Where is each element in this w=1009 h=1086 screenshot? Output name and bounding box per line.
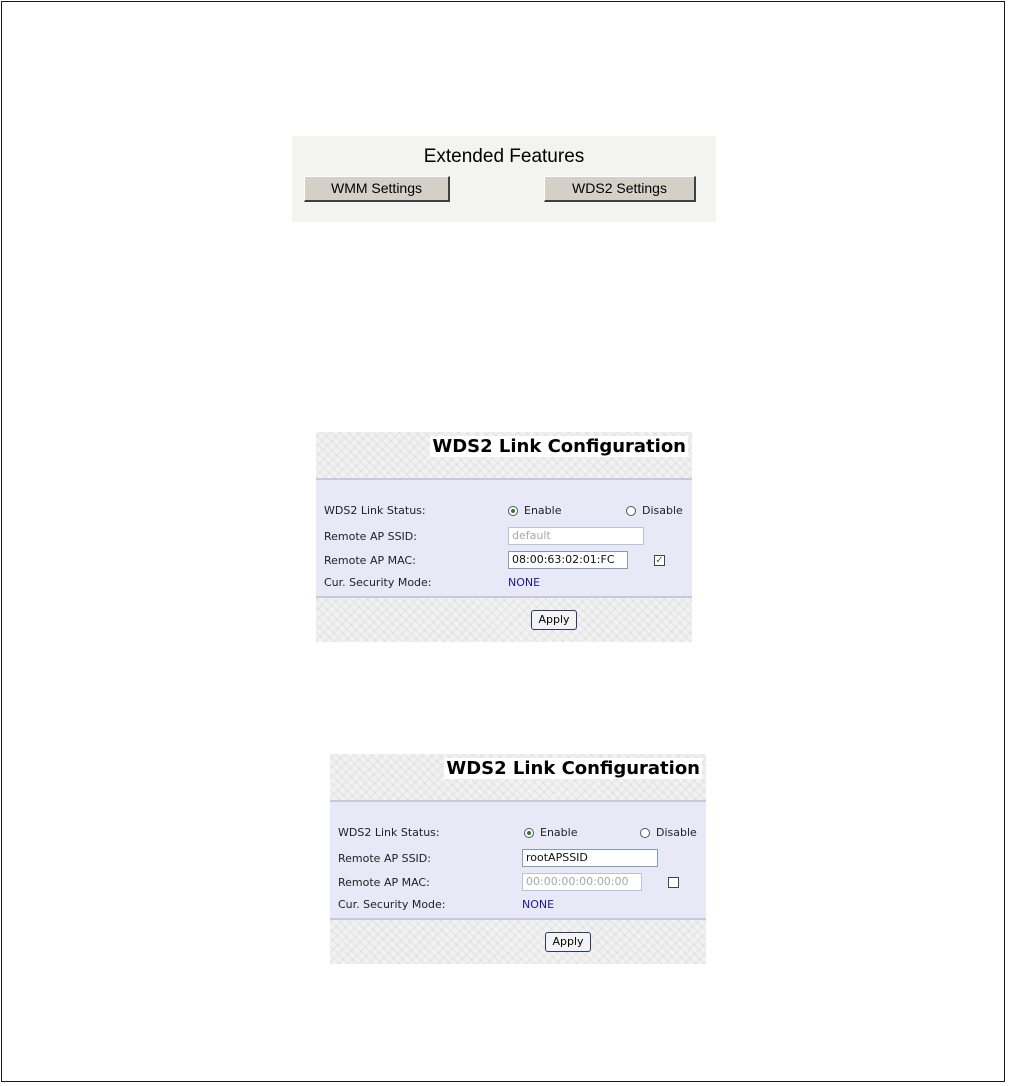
ssid-input[interactable]: rootAPSSID (522, 849, 658, 867)
disable-label: Disable (642, 504, 683, 517)
mac-label: Remote AP MAC: (338, 876, 430, 889)
apply-button[interactable]: Apply (531, 610, 577, 630)
panel-header (316, 432, 692, 478)
security-mode-value: NONE (508, 576, 541, 589)
security-mode-label: Cur. Security Mode: (338, 898, 446, 911)
mac-input[interactable]: 00:00:00:00:00:00 (522, 873, 642, 891)
panel-body (330, 800, 706, 920)
ssid-label: Remote AP SSID: (338, 852, 431, 865)
mac-input[interactable]: 08:00:63:02:01:FC (508, 551, 628, 569)
mac-checkbox[interactable] (668, 877, 679, 888)
disable-radio-option[interactable] (626, 504, 683, 517)
ssid-label: Remote AP SSID: (324, 530, 417, 543)
mac-checkbox[interactable]: ✓ (655, 555, 664, 566)
apply-button[interactable]: Apply (545, 932, 591, 952)
panel-header (330, 754, 706, 800)
disable-radio-icon[interactable] (640, 828, 650, 838)
ssid-input[interactable]: default (508, 527, 644, 545)
wds2-config-panel-2 (330, 754, 706, 964)
enable-radio-icon[interactable] (524, 828, 534, 838)
link-status-label: WDS2 Link Status: (338, 826, 440, 839)
enable-radio-option[interactable] (524, 826, 577, 839)
enable-label: Enable (540, 826, 578, 839)
panel-body (316, 478, 692, 598)
security-mode-value: NONE (522, 898, 555, 911)
link-status-label: WDS2 Link Status: (324, 504, 426, 517)
security-mode-label: Cur. Security Mode: (324, 576, 432, 589)
panel-title: WDS2 Link Configuration (432, 436, 686, 457)
disable-radio-option[interactable] (640, 826, 697, 839)
enable-radio-option[interactable] (508, 504, 561, 517)
wds2-settings-button[interactable]: WDS2 Settings (544, 176, 696, 202)
panel-title: WDS2 Link Configuration (446, 758, 700, 779)
mac-label: Remote AP MAC: (324, 554, 416, 567)
extended-features-panel (292, 136, 716, 222)
disable-radio-icon[interactable] (626, 506, 636, 516)
enable-label: Enable (524, 504, 562, 517)
enable-radio-icon[interactable] (508, 506, 518, 516)
extended-features-title: Extended Features (423, 146, 585, 167)
panel-footer (316, 598, 692, 642)
wmm-settings-button[interactable]: WMM Settings (304, 176, 450, 202)
wds2-config-panel-1 (316, 432, 692, 642)
panel-footer (330, 920, 706, 964)
disable-label: Disable (656, 826, 697, 839)
